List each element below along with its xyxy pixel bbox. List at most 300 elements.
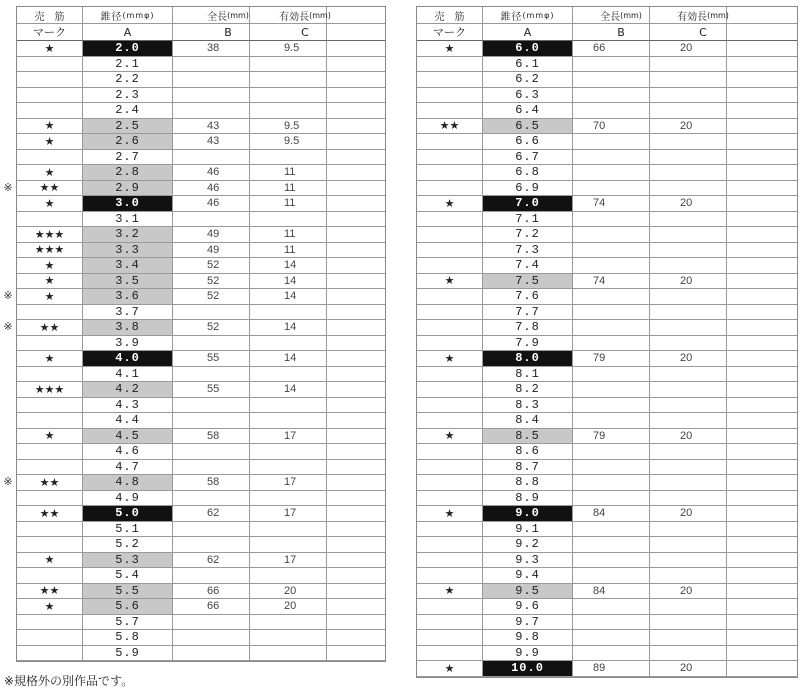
extra-cell <box>327 429 385 444</box>
mark-cell <box>417 568 483 583</box>
mark-cell <box>17 212 83 227</box>
mark-cell: ★★ <box>417 119 483 134</box>
table-row <box>17 134 385 150</box>
extra-cell <box>327 103 385 118</box>
mark-cell: ★★ <box>17 181 83 196</box>
mark-cell <box>17 336 83 351</box>
mark-cell: ★ <box>17 258 83 273</box>
extra-cell <box>727 568 797 583</box>
effective-length-cell: 17 <box>250 553 327 568</box>
length-cell <box>573 568 650 583</box>
diameter-cell: 3.2 <box>83 227 173 242</box>
table-row <box>417 243 797 259</box>
table-row <box>417 429 797 445</box>
effective-length-cell: 14 <box>250 351 327 366</box>
mark-cell: ★ <box>417 506 483 521</box>
diameter-cell: 9.7 <box>483 615 573 630</box>
header-length-label: 全長 <box>207 11 228 23</box>
table-row <box>417 165 797 181</box>
diameter-cell: 6.3 <box>483 88 573 103</box>
out-of-spec-note-mark: ※ <box>3 181 13 194</box>
diameter-cell: 8.2 <box>483 382 573 397</box>
effective-length-cell: 14 <box>250 320 327 335</box>
diameter-cell: 4.2 <box>83 382 173 397</box>
mark-cell <box>417 398 483 413</box>
table-row <box>17 165 385 181</box>
mark-cell <box>17 537 83 552</box>
header-diameter-unit: (mmφ) <box>522 10 555 20</box>
effective-length-cell <box>650 367 727 382</box>
extra-cell <box>727 258 797 273</box>
mark-cell <box>17 305 83 320</box>
header-length <box>173 7 250 23</box>
diameter-cell: 4.9 <box>83 491 173 506</box>
table-row <box>417 274 797 290</box>
extra-cell <box>327 119 385 134</box>
right-table-body <box>417 41 797 677</box>
table-row <box>17 398 385 414</box>
diameter-cell: 2.7 <box>83 150 173 165</box>
mark-cell: ★★★ <box>17 243 83 258</box>
effective-length-cell <box>650 615 727 630</box>
header-effective-unit: (mm) <box>309 10 331 20</box>
effective-length-cell <box>650 212 727 227</box>
effective-length-cell <box>250 646 327 661</box>
mark-cell: ★★★ <box>17 382 83 397</box>
diameter-cell: 5.0 <box>83 506 173 521</box>
extra-cell <box>727 429 797 444</box>
effective-length-cell <box>250 630 327 645</box>
header-col-b: B <box>573 24 650 40</box>
extra-cell <box>727 630 797 645</box>
table-row <box>17 243 385 259</box>
table-row <box>17 57 385 73</box>
mark-cell: ★ <box>17 134 83 149</box>
diameter-cell: 7.8 <box>483 320 573 335</box>
length-cell <box>173 212 250 227</box>
table-row <box>417 475 797 491</box>
effective-length-cell <box>650 72 727 87</box>
effective-length-cell <box>250 460 327 475</box>
diameter-cell: 7.2 <box>483 227 573 242</box>
diameter-cell: 6.6 <box>483 134 573 149</box>
table-row <box>417 568 797 584</box>
effective-length-cell <box>650 460 727 475</box>
header-mark: 売 筋 <box>417 7 483 23</box>
extra-cell <box>727 444 797 459</box>
out-of-spec-note-mark: ※ <box>3 290 13 302</box>
mark-cell <box>417 336 483 351</box>
diameter-cell: 5.9 <box>83 646 173 661</box>
mark-cell <box>17 646 83 661</box>
effective-length-cell <box>650 537 727 552</box>
effective-length-cell <box>250 150 327 165</box>
length-cell: 74 <box>573 274 650 289</box>
extra-cell <box>727 103 797 118</box>
header-length-label: 全長 <box>600 11 621 23</box>
mark-cell <box>17 88 83 103</box>
diameter-cell: 8.3 <box>483 398 573 413</box>
effective-length-cell <box>650 413 727 428</box>
diameter-cell: 8.1 <box>483 367 573 382</box>
header-diameter-unit: (mmφ) <box>122 10 155 20</box>
diameter-cell: 3.9 <box>83 336 173 351</box>
table-row <box>417 506 797 522</box>
extra-cell <box>327 398 385 413</box>
mark-cell <box>417 475 483 490</box>
length-cell: 43 <box>173 134 250 149</box>
effective-length-cell <box>650 475 727 490</box>
length-cell <box>573 413 650 428</box>
header-effective-label: 有効長 <box>279 11 310 23</box>
effective-length-cell: 17 <box>250 475 327 490</box>
extra-cell <box>327 336 385 351</box>
length-cell <box>573 382 650 397</box>
diameter-cell: 7.1 <box>483 212 573 227</box>
extra-cell <box>327 615 385 630</box>
mark-cell <box>17 413 83 428</box>
mark-cell <box>417 460 483 475</box>
length-cell: 46 <box>173 196 250 211</box>
length-cell <box>573 150 650 165</box>
length-cell <box>573 258 650 273</box>
mark-cell <box>417 88 483 103</box>
mark-cell <box>417 150 483 165</box>
table-row <box>17 429 385 445</box>
mark-cell <box>417 243 483 258</box>
table-row <box>17 351 385 367</box>
length-cell <box>573 615 650 630</box>
effective-length-cell <box>650 57 727 72</box>
length-cell <box>173 646 250 661</box>
length-cell <box>573 134 650 149</box>
extra-cell <box>727 599 797 614</box>
effective-length-cell <box>250 72 327 87</box>
diameter-cell: 5.6 <box>83 599 173 614</box>
length-cell: 52 <box>173 289 250 304</box>
table-row <box>17 119 385 135</box>
diameter-cell: 8.8 <box>483 475 573 490</box>
effective-length-cell <box>650 491 727 506</box>
table-row <box>417 212 797 228</box>
mark-cell: ★ <box>17 196 83 211</box>
effective-length-cell: 20 <box>250 599 327 614</box>
diameter-cell: 7.7 <box>483 305 573 320</box>
length-cell: 84 <box>573 506 650 521</box>
table-row <box>17 196 385 212</box>
length-cell: 43 <box>173 119 250 134</box>
diameter-cell: 3.7 <box>83 305 173 320</box>
extra-cell <box>727 212 797 227</box>
mark-cell: ★ <box>17 289 83 304</box>
mark-cell <box>417 646 483 661</box>
extra-cell <box>327 165 385 180</box>
mark-cell <box>417 181 483 196</box>
diameter-cell: 6.0 <box>483 41 573 56</box>
mark-cell: ★ <box>417 429 483 444</box>
extra-cell <box>727 475 797 490</box>
header-length-unit: (mm) <box>227 10 249 20</box>
extra-cell <box>327 320 385 335</box>
length-cell: 62 <box>173 506 250 521</box>
table-row <box>17 615 385 631</box>
header-extra <box>327 7 385 23</box>
diameter-cell: 4.1 <box>83 367 173 382</box>
extra-cell <box>727 88 797 103</box>
length-cell: 46 <box>173 165 250 180</box>
diameter-cell: 7.9 <box>483 336 573 351</box>
extra-cell <box>727 227 797 242</box>
mark-cell <box>417 103 483 118</box>
length-cell: 55 <box>173 351 250 366</box>
mark-cell <box>17 444 83 459</box>
diameter-cell: 4.5 <box>83 429 173 444</box>
table-row <box>417 367 797 383</box>
diameter-cell: 9.8 <box>483 630 573 645</box>
mark-cell <box>417 320 483 335</box>
header-mark-sub: マーク <box>417 24 483 40</box>
effective-length-cell: 20 <box>650 41 727 56</box>
extra-cell <box>327 196 385 211</box>
extra-cell <box>327 382 385 397</box>
length-cell: 52 <box>173 258 250 273</box>
header-col-c: C <box>250 24 327 40</box>
header-diameter-label: 錐径 <box>500 11 523 23</box>
effective-length-cell <box>650 336 727 351</box>
diameter-cell: 5.7 <box>83 615 173 630</box>
table-row <box>417 630 797 646</box>
extra-cell <box>327 599 385 614</box>
effective-length-cell: 11 <box>250 196 327 211</box>
mark-cell <box>417 491 483 506</box>
mark-cell <box>17 367 83 382</box>
header-effective-length <box>650 7 727 23</box>
extra-cell <box>327 568 385 583</box>
effective-length-cell <box>650 289 727 304</box>
diameter-cell: 10.0 <box>483 661 573 676</box>
diameter-cell: 3.0 <box>83 196 173 211</box>
header-col-b: B <box>173 24 250 40</box>
extra-cell <box>327 258 385 273</box>
header-mark: 売 筋 <box>17 7 83 23</box>
extra-cell <box>727 522 797 537</box>
diameter-cell: 4.0 <box>83 351 173 366</box>
diameter-cell: 6.1 <box>483 57 573 72</box>
length-cell: 89 <box>573 661 650 676</box>
length-cell: 70 <box>573 119 650 134</box>
diameter-cell: 9.0 <box>483 506 573 521</box>
effective-length-cell: 14 <box>250 258 327 273</box>
effective-length-cell <box>250 88 327 103</box>
extra-cell <box>727 243 797 258</box>
effective-length-cell <box>250 57 327 72</box>
table-row <box>17 103 385 119</box>
mark-cell: ★★ <box>17 475 83 490</box>
header-col-a: A <box>483 24 573 40</box>
extra-cell <box>327 553 385 568</box>
diameter-cell: 4.6 <box>83 444 173 459</box>
extra-cell <box>327 289 385 304</box>
length-cell <box>573 305 650 320</box>
mark-cell <box>17 615 83 630</box>
length-cell <box>173 367 250 382</box>
effective-length-cell: 9.5 <box>250 119 327 134</box>
diameter-cell: 2.9 <box>83 181 173 196</box>
diameter-cell: 2.5 <box>83 119 173 134</box>
length-cell <box>573 103 650 118</box>
effective-length-cell: 20 <box>650 584 727 599</box>
mark-cell <box>417 305 483 320</box>
table-row <box>417 444 797 460</box>
diameter-cell: 5.2 <box>83 537 173 552</box>
length-cell <box>173 537 250 552</box>
header-effective-length <box>250 7 331 23</box>
length-cell: 38 <box>173 41 250 56</box>
table-row <box>417 196 797 212</box>
mark-cell <box>417 165 483 180</box>
effective-length-cell: 9.5 <box>250 134 327 149</box>
extra-cell <box>327 243 385 258</box>
effective-length-cell <box>250 491 327 506</box>
effective-length-cell <box>250 444 327 459</box>
extra-cell <box>327 227 385 242</box>
length-cell <box>173 444 250 459</box>
effective-length-cell: 20 <box>650 196 727 211</box>
table-row <box>417 615 797 631</box>
length-cell <box>173 460 250 475</box>
length-cell <box>573 227 650 242</box>
diameter-cell: 6.5 <box>483 119 573 134</box>
table-row <box>17 599 385 615</box>
extra-cell <box>727 506 797 521</box>
table-row <box>17 630 385 646</box>
diameter-cell: 2.1 <box>83 57 173 72</box>
length-cell <box>573 367 650 382</box>
effective-length-cell <box>650 227 727 242</box>
effective-length-cell <box>250 336 327 351</box>
diameter-cell: 6.4 <box>483 103 573 118</box>
effective-length-cell <box>650 522 727 537</box>
extra-cell <box>727 615 797 630</box>
header-effective-unit: (mm) <box>707 10 729 20</box>
extra-cell <box>327 630 385 645</box>
diameter-cell: 3.3 <box>83 243 173 258</box>
mark-cell <box>417 630 483 645</box>
extra-cell <box>727 584 797 599</box>
extra-cell <box>327 475 385 490</box>
diameter-cell: 8.7 <box>483 460 573 475</box>
diameter-cell: 8.5 <box>483 429 573 444</box>
diameter-cell: 7.4 <box>483 258 573 273</box>
mark-cell <box>417 444 483 459</box>
extra-cell <box>327 351 385 366</box>
length-cell <box>173 413 250 428</box>
length-cell <box>173 398 250 413</box>
table-row <box>417 336 797 352</box>
table-row <box>17 522 385 538</box>
effective-length-cell: 11 <box>250 227 327 242</box>
diameter-cell: 9.6 <box>483 599 573 614</box>
extra-cell <box>727 274 797 289</box>
footnote: ※規格外の別作品です。 <box>4 674 134 688</box>
diameter-cell: 9.3 <box>483 553 573 568</box>
table-row <box>17 41 385 57</box>
mark-cell: ★ <box>417 661 483 676</box>
length-cell <box>173 72 250 87</box>
table-row <box>417 289 797 305</box>
extra-cell <box>327 72 385 87</box>
mark-cell: ★ <box>17 165 83 180</box>
diameter-cell: 7.0 <box>483 196 573 211</box>
effective-length-cell: 20 <box>650 429 727 444</box>
length-cell <box>173 150 250 165</box>
length-cell <box>573 475 650 490</box>
extra-cell <box>727 134 797 149</box>
effective-length-cell <box>250 522 327 537</box>
effective-length-cell <box>650 553 727 568</box>
diameter-cell: 6.9 <box>483 181 573 196</box>
header-length-unit: (mm) <box>620 10 642 20</box>
effective-length-cell <box>650 134 727 149</box>
length-cell <box>573 72 650 87</box>
length-cell: 79 <box>573 429 650 444</box>
table-row <box>417 103 797 119</box>
diameter-cell: 6.2 <box>483 72 573 87</box>
mark-cell: ★ <box>17 429 83 444</box>
diameter-cell: 3.4 <box>83 258 173 273</box>
effective-length-cell <box>650 382 727 397</box>
extra-cell <box>327 506 385 521</box>
table-row <box>417 227 797 243</box>
table-row <box>17 367 385 383</box>
mark-cell <box>417 134 483 149</box>
extra-cell <box>327 41 385 56</box>
diameter-cell: 5.4 <box>83 568 173 583</box>
extra-cell <box>327 646 385 661</box>
diameter-cell: 9.1 <box>483 522 573 537</box>
diameter-cell: 8.0 <box>483 351 573 366</box>
effective-length-cell: 14 <box>250 382 327 397</box>
length-cell <box>573 181 650 196</box>
mark-cell <box>17 522 83 537</box>
table-row <box>417 320 797 336</box>
extra-cell <box>327 537 385 552</box>
mark-cell <box>417 72 483 87</box>
mark-cell <box>417 553 483 568</box>
extra-cell <box>727 553 797 568</box>
extra-cell <box>727 398 797 413</box>
header-col-c: C <box>650 24 727 40</box>
length-cell <box>573 212 650 227</box>
effective-length-cell: 11 <box>250 165 327 180</box>
length-cell <box>173 103 250 118</box>
effective-length-cell <box>250 537 327 552</box>
mark-cell: ★★ <box>17 320 83 335</box>
diameter-cell: 5.1 <box>83 522 173 537</box>
table-row <box>417 351 797 367</box>
extra-cell <box>727 196 797 211</box>
effective-length-cell <box>650 630 727 645</box>
mark-cell: ★ <box>17 274 83 289</box>
diameter-cell: 2.3 <box>83 88 173 103</box>
extra-cell <box>327 274 385 289</box>
extra-cell <box>727 537 797 552</box>
diameter-cell: 2.0 <box>83 41 173 56</box>
mark-cell <box>417 367 483 382</box>
table-row <box>17 413 385 429</box>
table-row <box>17 584 385 600</box>
extra-cell <box>327 305 385 320</box>
